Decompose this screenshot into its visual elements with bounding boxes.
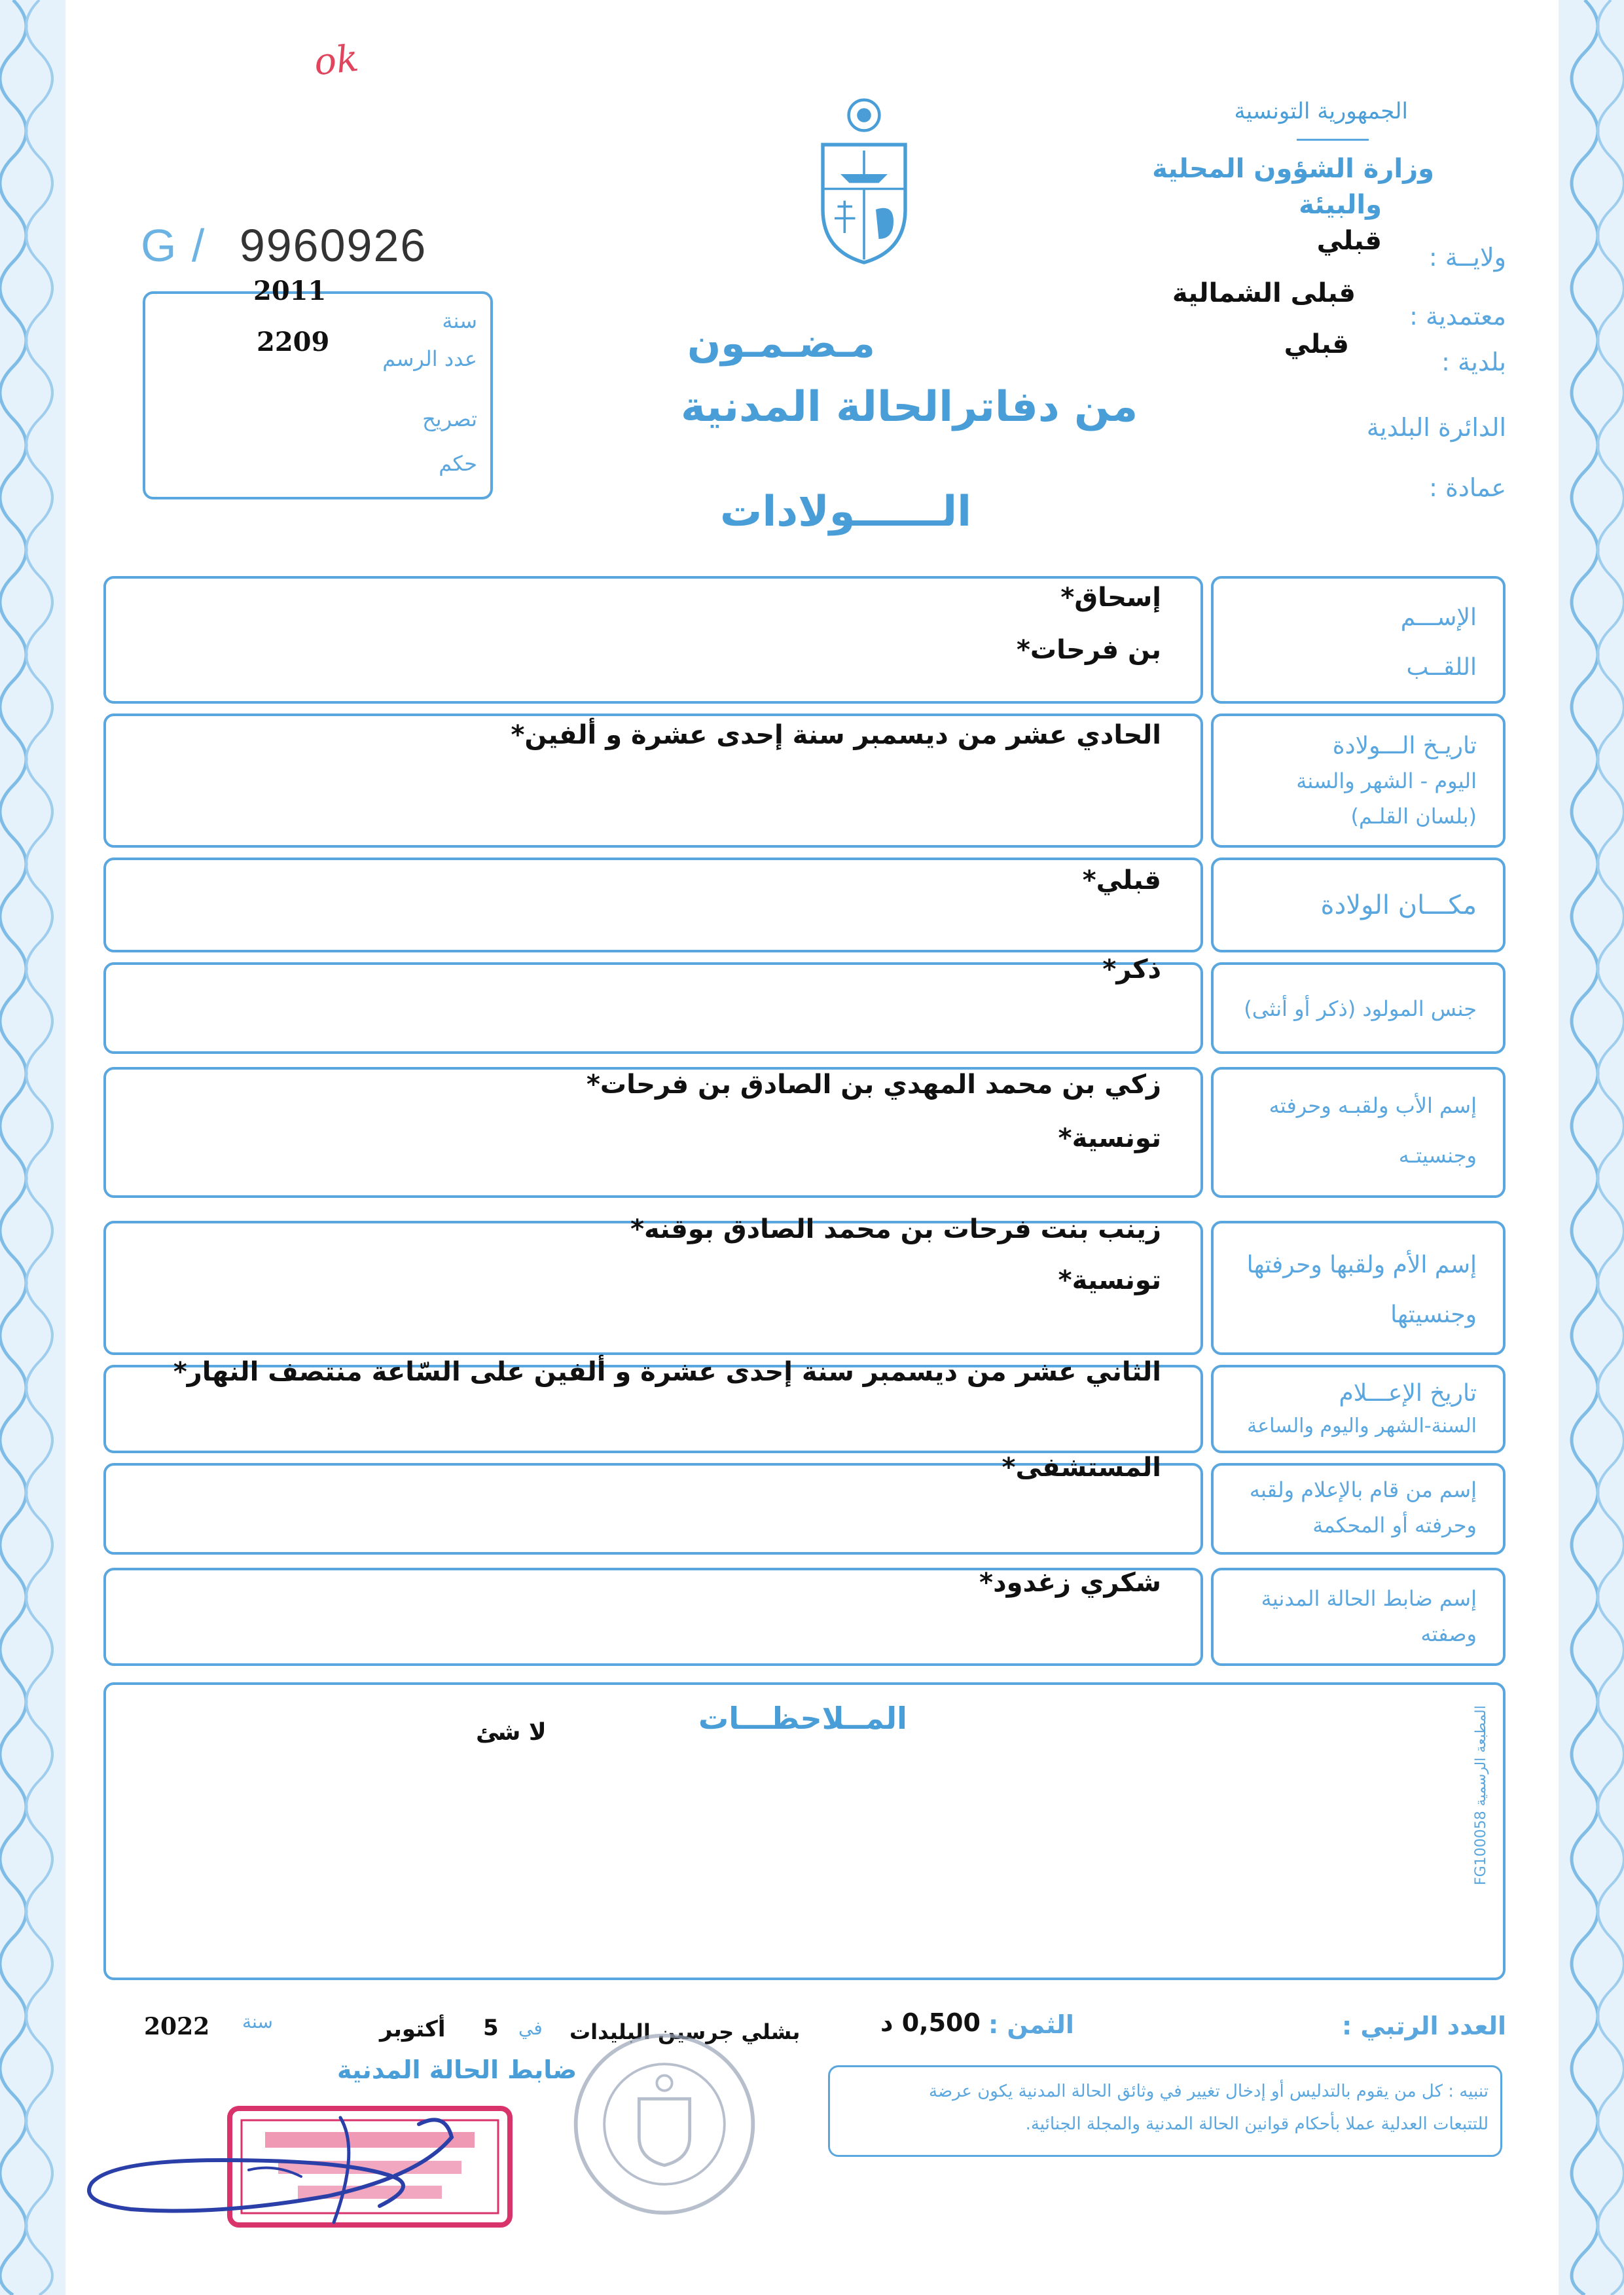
serial-prefix: G /	[141, 220, 206, 271]
row-mother-value-box	[103, 1214, 1203, 1355]
security-border-right	[1559, 0, 1624, 2295]
mother-name-value: زينب بنت فرحات بن محمد الصادق بوقنه*	[630, 1214, 1161, 1244]
round-seal-stamp	[569, 2029, 759, 2219]
ministry-name-line2: والبيئة	[1299, 190, 1382, 220]
delegation-label: معتمدية :	[1409, 302, 1506, 331]
row-birthdate-label-box	[1211, 714, 1506, 848]
handwritten-ok-mark: ok	[312, 37, 361, 84]
header-divider	[1297, 139, 1369, 141]
delegation-value: قبلى الشمالية	[1172, 278, 1356, 308]
security-border-left	[0, 0, 65, 2295]
mother-label: إسم الأم ولقبها وحرفتها	[1246, 1252, 1477, 1278]
record-year-label: سنة	[442, 308, 477, 333]
municipality-value: قبلي	[1284, 329, 1349, 359]
issue-year-label: سنة	[242, 2011, 273, 2033]
republic-name: الجمهورية التونسية	[1234, 98, 1408, 124]
row-birthplace-label-box	[1211, 858, 1506, 952]
governorate-label: ولايــة :	[1428, 243, 1506, 272]
remarks-title: المــلاحظـــات	[698, 1701, 907, 1736]
row-declarant-value-box	[103, 1453, 1203, 1555]
price-value: 0,500 د	[880, 2008, 981, 2037]
birth-place-value: قبلي*	[1082, 865, 1161, 895]
row-declaration-date-value-box	[103, 1357, 1203, 1453]
row-officer-value-box	[103, 1568, 1203, 1666]
father-nationality-label: وجنسيتـه	[1398, 1143, 1477, 1168]
issue-place-value: بشلي جرسين البليدات	[569, 2019, 801, 2044]
title-births: الــــــولادات	[720, 488, 972, 536]
row-name-label-box	[1211, 576, 1506, 704]
serial-digits: 9960926	[239, 220, 427, 271]
price-label: الثمن :	[988, 2010, 1074, 2039]
issue-month-value: أكتوبر	[380, 2016, 446, 2042]
declaration-label: تصريح	[422, 407, 477, 431]
row-declarant-label-box	[1211, 1463, 1506, 1555]
father-nationality-value: تونسية*	[1058, 1123, 1161, 1153]
birth-date-value: الحادي عشر من ديسمبر سنة إحدى عشرة و ألفين*	[511, 720, 1161, 750]
record-box	[143, 276, 493, 499]
declarant-label: إسم من قام بالإعلام ولقبه	[1249, 1477, 1477, 1502]
officer-label: إسم ضابط الحالة المدنية	[1261, 1586, 1477, 1611]
officer-name-value: شكري زغدود*	[979, 1568, 1161, 1598]
issue-in-label: في	[518, 2017, 543, 2039]
title-extract: مـضـمـون	[687, 321, 875, 367]
coat-of-arms-icon	[805, 92, 923, 268]
row-sex-value-box	[103, 954, 1203, 1054]
row-name-value-box	[103, 576, 1203, 704]
officer-sublabel: وصفته	[1420, 1621, 1477, 1646]
father-name-value: زكي بن محمد المهدي بن الصادق بن فرحات*	[586, 1070, 1161, 1100]
row-sex-label-box	[1211, 962, 1506, 1054]
first-name-label: الإســـم	[1400, 604, 1477, 631]
surname-label: اللقــب	[1406, 654, 1477, 681]
declaration-date-label: تاريخ الإعـــلام	[1339, 1380, 1477, 1407]
mother-nationality-value: تونسية*	[1058, 1265, 1161, 1295]
row-mother-label-box	[1211, 1221, 1506, 1355]
row-officer-label-box	[1211, 1568, 1506, 1666]
row-birthplace-value-box	[103, 858, 1203, 952]
first-name-value: إسحاق*	[1060, 583, 1161, 613]
municipal-district-label: الدائرة البلدية	[1366, 413, 1506, 442]
issue-day-value: 5	[483, 2015, 499, 2041]
row-father-label-box	[1211, 1067, 1506, 1198]
legal-warning-box	[828, 2065, 1502, 2157]
civil-officer-title: ضابط الحالة المدنية	[337, 2055, 577, 2084]
officer-signature	[52, 2098, 511, 2242]
declarant-sublabel: وحرفته أو المحكمة	[1312, 1513, 1477, 1538]
declaration-date-sublabel: السنة-الشهر واليوم والساعة	[1247, 1415, 1477, 1437]
declaration-date-value: الثاني عشر من ديسمبر سنة إحدى عشرة و ألفين على السّاعة منتصف النهار*	[173, 1357, 1161, 1387]
ministry-name-line1: وزارة الشؤون المحلية	[1152, 154, 1434, 184]
remarks-value: لا شئ	[476, 1719, 547, 1746]
surname-value: بن فرحات*	[1017, 635, 1161, 665]
birth-place-label: مكـــان الولادة	[1320, 890, 1477, 920]
record-number-value: 2209	[257, 327, 330, 357]
official-printer-code: المطبعة الرسمية FG100058	[1473, 1705, 1489, 1885]
record-year-value: 2011	[253, 276, 327, 306]
judgment-label: حكم	[439, 451, 477, 476]
title-civil-registry: من دفاترالحالة المدنية	[681, 383, 1138, 431]
father-label: إسم الأب ولقبـه وحرفته	[1269, 1093, 1477, 1118]
legal-warning-line1: تنبيه : كل من يقوم بالتدليس أو إدخال تغيير في وثائق الحالة المدنية يكون عرضة	[929, 2082, 1489, 2101]
birth-date-label: تاريـخ الـــولادة	[1332, 732, 1477, 759]
row-father-value-box	[103, 1067, 1203, 1198]
row-birthdate-value-box	[103, 714, 1203, 848]
birth-date-sublabel: اليوم - الشهر والسنة	[1296, 768, 1477, 793]
imada-label: عمادة :	[1429, 473, 1506, 502]
serial-order-label: العدد الرتبي :	[1341, 2012, 1506, 2040]
governorate-value: قبلي	[1316, 226, 1382, 256]
sex-label: جنس المولود (ذكر أو أنثى)	[1244, 996, 1477, 1021]
remarks-box	[103, 1682, 1506, 1980]
row-declaration-date-label-box	[1211, 1365, 1506, 1453]
serial-number	[141, 219, 427, 272]
birth-date-in-words-note: (بلسان القلـم)	[1350, 804, 1477, 829]
municipality-label: بلدية :	[1441, 348, 1506, 376]
record-number-label: عدد الرسم	[382, 346, 477, 371]
mother-nationality-label: وجنسيتها	[1390, 1301, 1477, 1328]
declarant-value: المستشفى*	[1001, 1453, 1161, 1483]
legal-warning-line2: للتتبعات العدلية عملا بأحكام قوانين الحالة المدنية والمجلة الجنائية.	[1025, 2114, 1489, 2134]
issue-year-value: 2022	[144, 2013, 210, 2040]
sex-value: ذكر*	[1102, 954, 1161, 985]
